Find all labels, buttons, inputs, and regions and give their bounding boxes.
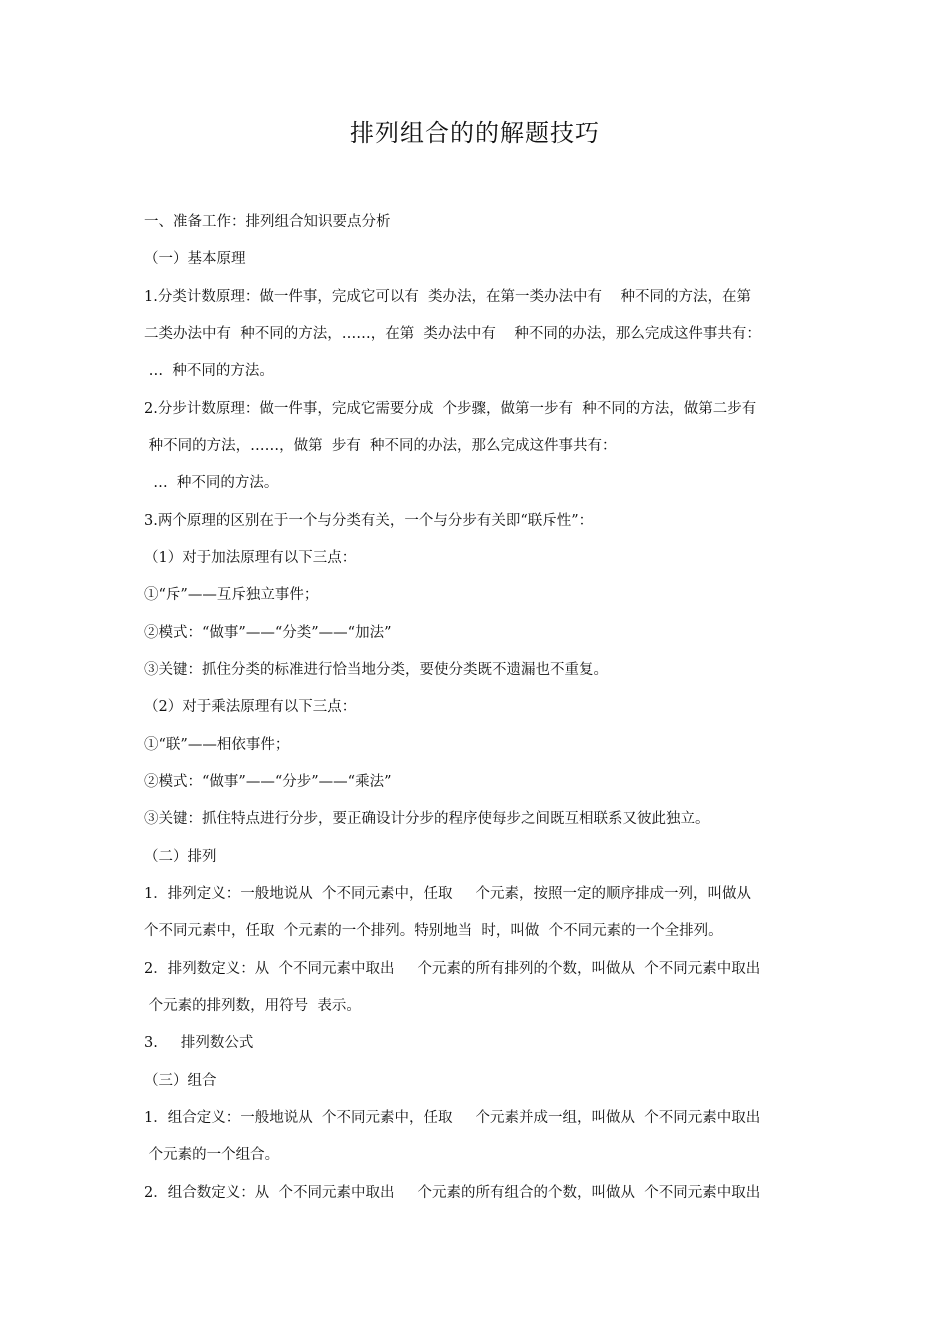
paragraph-line: 二类办法中有 种不同的方法，……，在第 类办法中有 种不同的办法，那么完成这件事共有： bbox=[144, 326, 761, 342]
paragraph-line: 种不同的方法，……，做第 步有 种不同的办法，那么完成这件事共有： bbox=[144, 438, 617, 454]
paragraph-line: 3. 排列数公式 bbox=[144, 1035, 254, 1051]
paragraph-line: 1.分类计数原理：做一件事，完成它可以有 类办法，在第一类办法中有 种不同的方法，在第 bbox=[144, 289, 751, 305]
paragraph-line: 2．组合数定义：从 个不同元素中取出 个元素的所有组合的个数，叫做从 个不同元素中取出 bbox=[144, 1185, 761, 1201]
page-title: 排列组合的的解题技巧 bbox=[350, 119, 600, 147]
paragraph-line: 1．组合定义：一般地说从 个不同元素中，任取 个元素并成一组，叫做从 个不同元素中取出 bbox=[144, 1110, 761, 1126]
paragraph-line: （1）对于加法原理有以下三点： bbox=[144, 550, 357, 566]
paragraph-line: ①“联”——相依事件； bbox=[144, 737, 290, 753]
paragraph-line: ①“斥”——互斥独立事件； bbox=[144, 587, 319, 603]
paragraph-line: ②模式：“做事”——“分步”——“乘法” bbox=[144, 774, 392, 790]
paragraph-line: 个不同元素中，任取 个元素的一个排列。特别地当 时，叫做 个不同元素的一个全排列。 bbox=[144, 923, 723, 939]
paragraph-line: 2.分步计数原理：做一件事，完成它需要分成 个步骤，做第一步有 种不同的方法，做第二步有 bbox=[144, 401, 757, 417]
subsection-heading: （一）基本原理 bbox=[144, 251, 246, 267]
paragraph-line: … 种不同的方法。 bbox=[144, 475, 279, 491]
section-heading: 一、准备工作：排列组合知识要点分析 bbox=[144, 214, 391, 230]
paragraph-line: ③关键：抓住特点进行分步，要正确设计分步的程序使每步之间既互相联系又彼此独立。 bbox=[144, 811, 710, 827]
paragraph-line: … 种不同的方法。 bbox=[144, 363, 274, 379]
subsection-heading: （三）组合 bbox=[144, 1073, 217, 1089]
paragraph-line: 个元素的排列数，用符号 表示。 bbox=[144, 998, 361, 1014]
paragraph-line: ②模式：“做事”——“分类”——“加法” bbox=[144, 625, 392, 641]
subsection-heading: （二）排列 bbox=[144, 849, 217, 865]
paragraph-line: 2．排列数定义：从 个不同元素中取出 个元素的所有排列的个数，叫做从 个不同元素中取出 bbox=[144, 961, 761, 977]
paragraph-line: （2）对于乘法原理有以下三点： bbox=[144, 699, 357, 715]
paragraph-line: 1．排列定义：一般地说从 个不同元素中，任取 个元素，按照一定的顺序排成一列，叫做从 bbox=[144, 886, 751, 902]
paragraph-line: ③关键：抓住分类的标准进行恰当地分类，要使分类既不遗漏也不重复。 bbox=[144, 662, 608, 678]
paragraph-line: 3.两个原理的区别在于一个与分类有关，一个与分步有关即“联斥性”： bbox=[144, 513, 594, 529]
paragraph-line: 个元素的一个组合。 bbox=[144, 1147, 280, 1163]
